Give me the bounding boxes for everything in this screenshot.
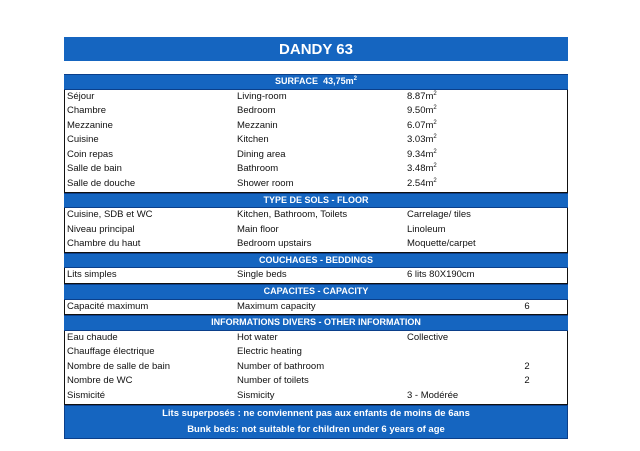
label-fr: Chambre (67, 105, 107, 117)
label-fr: Sismicité (67, 390, 106, 401)
value: $9.50m^2$ (407, 104, 437, 117)
value: 3 - Modérée (407, 390, 459, 401)
label-en: Shower room (237, 178, 294, 190)
value: $3.48m^2$ (407, 163, 437, 175)
label-fr: Niveau principal (67, 223, 135, 235)
section-header-floor: TYPE DE SOLS - FLOOR (64, 193, 568, 209)
table-row (64, 208, 568, 223)
value (405, 360, 487, 375)
table-row (64, 223, 568, 238)
value: Carrelage/ tiles (407, 209, 471, 221)
label-fr: Nombre de WC (67, 375, 133, 387)
table-row (64, 360, 568, 375)
number-value: 2 (524, 375, 530, 387)
number-value: 6 (524, 300, 530, 312)
value: $9.34m^2$ (407, 148, 437, 160)
number-value (487, 389, 567, 404)
table-row (64, 104, 568, 119)
label-en: Dining area (237, 148, 286, 160)
label-fr: Salle de bain (67, 163, 122, 175)
label-en: Mezzanin (237, 119, 278, 131)
table-row (64, 237, 568, 253)
table-row (64, 148, 568, 163)
label-en: Maximum capacity (237, 300, 316, 312)
surface-header-label: SURFACE (275, 76, 319, 86)
label-fr: Coin repas (67, 148, 113, 160)
label-fr: Chambre du haut (67, 238, 141, 250)
value: 6 lits 80X190cm (407, 269, 475, 281)
table-row (64, 119, 568, 134)
table-row (64, 162, 568, 177)
number-value (487, 331, 567, 346)
label-fr: Salle de douche (67, 178, 136, 190)
label-fr: Chauffage électrique (67, 346, 155, 358)
label-en: Kitchen, Bathroom, Toilets (237, 209, 348, 221)
table-row (64, 268, 568, 284)
spec-sheet (64, 74, 568, 439)
label-fr: Lits simples (67, 269, 117, 281)
notice-en: Bunk beds: not suitable for children under 6 years of age (187, 423, 445, 435)
section-header-surface (64, 74, 568, 90)
label-fr: Nombre de salle de bain (67, 360, 170, 372)
label-en: Bathroom (237, 163, 279, 175)
table-row (64, 300, 568, 316)
table-row (64, 133, 568, 148)
value: Collective (407, 331, 449, 343)
table-row (64, 90, 568, 105)
section-header-capacity: CAPACITES - CAPACITY (64, 284, 568, 300)
notice-fr: Lits superposés : ne conviennent pas aux enfants de moins de 6ans (162, 407, 470, 419)
table-row (64, 177, 568, 193)
label-en: Main floor (237, 223, 279, 235)
label-fr: Mezzanine (67, 119, 113, 131)
label-en: Bedroom upstairs (237, 238, 312, 250)
label-fr: Eau chaude (67, 331, 118, 343)
number-value: 2 (524, 360, 530, 372)
table-row (64, 345, 568, 360)
section-header-info: INFORMATIONS DIVERS - OTHER INFORMATION (64, 315, 568, 331)
value: $2.54m^2$ (407, 177, 437, 190)
section-header-beddings: COUCHAGES - BEDDINGS (64, 253, 568, 269)
label-en: Living-room (237, 90, 287, 102)
value: Moquette/carpet (407, 238, 476, 250)
page-title: DANDY 63 (64, 37, 568, 61)
label-fr: Cuisine, SDB et WC (67, 209, 153, 221)
value (405, 374, 487, 389)
label-fr: Cuisine (67, 134, 99, 146)
label-en: Number of bathroom (237, 360, 325, 372)
value (405, 345, 487, 360)
value: $6.07m^2$ (407, 119, 437, 131)
label-en: Kitchen (237, 134, 269, 146)
label-en: Electric heating (237, 346, 302, 358)
bunk-bed-notice (64, 405, 568, 439)
value: Linoleum (407, 223, 446, 235)
table-row (64, 389, 568, 405)
surface-header-value: 43,75m (323, 76, 354, 86)
table-row (64, 331, 568, 346)
number-value (487, 345, 567, 360)
value: $8.87m^2$ (407, 90, 437, 102)
label-en: Number of toilets (237, 375, 309, 387)
label-en: Bedroom (237, 105, 276, 117)
value: $3.03m^2$ (407, 134, 437, 146)
surface-header-sup: 2 (353, 76, 357, 82)
label-fr: Séjour (67, 90, 95, 102)
label-fr: Capacité maximum (67, 300, 149, 312)
label-en: Single beds (237, 269, 287, 281)
table-row (64, 374, 568, 389)
label-en: Sismicity (237, 390, 275, 401)
label-en: Hot water (237, 331, 278, 343)
